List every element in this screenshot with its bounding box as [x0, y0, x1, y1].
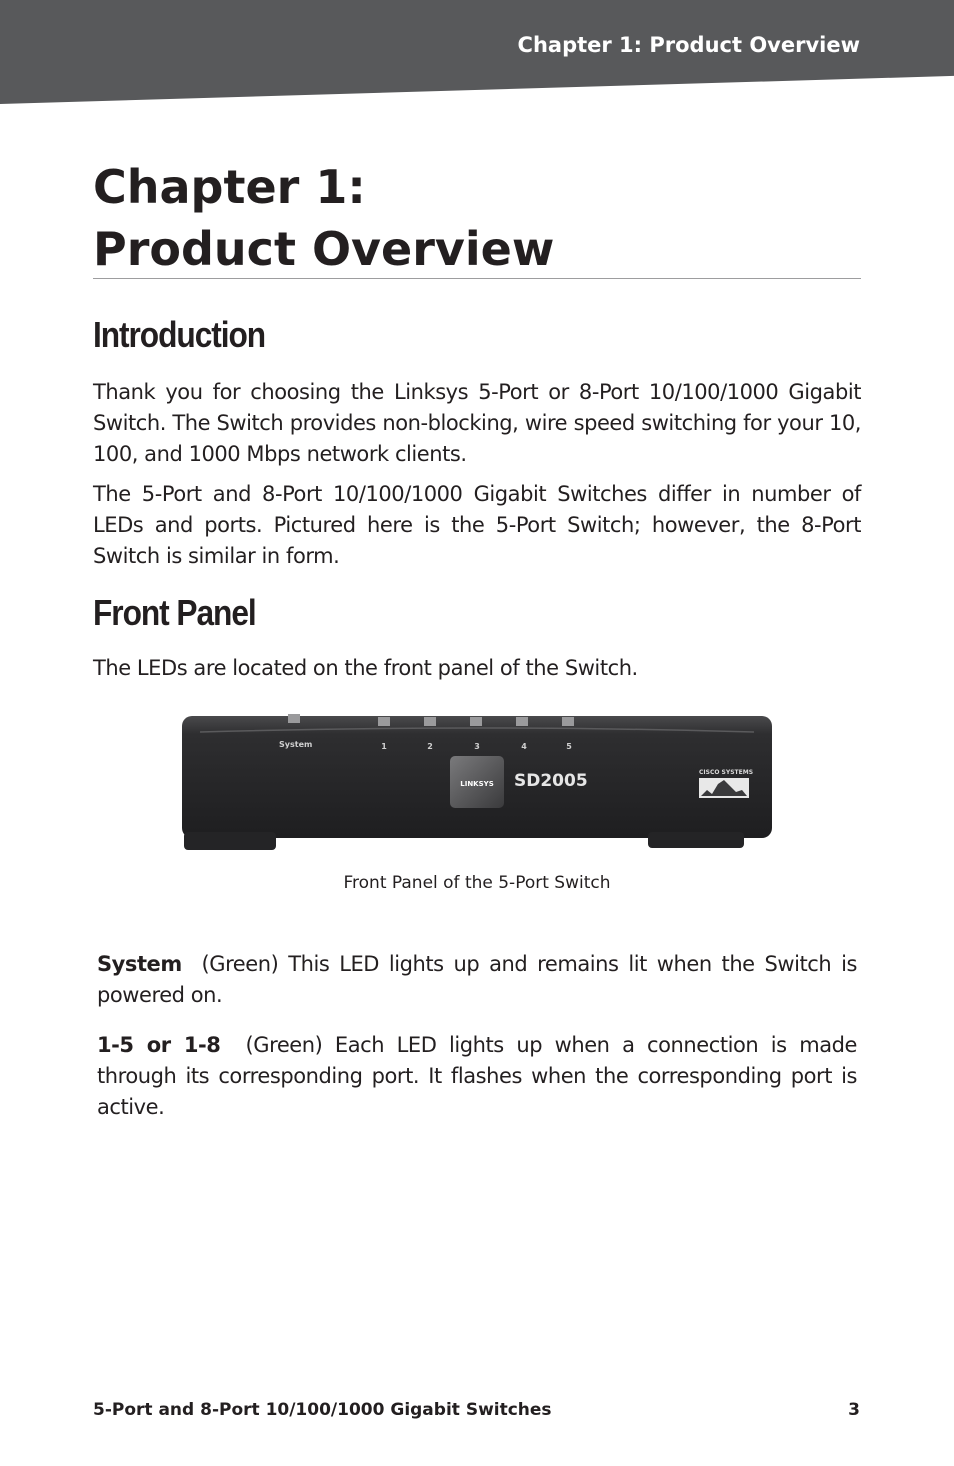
running-header: Chapter 1: Product Overview	[517, 33, 860, 57]
model-label: SD2005	[514, 771, 588, 791]
page-number: 3	[848, 1400, 860, 1420]
led-label-2: 2	[427, 742, 433, 751]
definition-term: 1-5 or 1-8	[97, 1033, 221, 1057]
definition-system	[97, 949, 857, 1011]
introduction-heading: Introduction	[93, 314, 266, 355]
chapter-title	[93, 156, 554, 280]
figure-caption: Front Panel of the 5-Port Switch	[343, 873, 611, 893]
footer-product-name: 5-Port and 8-Port 10/100/1000 Gigabit Switches	[93, 1400, 552, 1420]
chapter-rule	[93, 278, 861, 279]
led-label-1: 1	[381, 742, 387, 751]
switch-foot-right	[648, 832, 744, 848]
switch-foot-left	[184, 832, 276, 850]
linksys-logo-text: LINKSYS	[460, 780, 494, 788]
front-panel-intro: The LEDs are located on the front panel of the Switch.	[93, 656, 638, 680]
led-4	[516, 717, 528, 726]
led-label-3: 3	[474, 742, 480, 751]
definition-term: System	[97, 952, 182, 976]
led-label-4: 4	[521, 742, 527, 751]
led-label-5: 5	[566, 742, 572, 751]
definition-ports	[97, 1030, 857, 1123]
led-3	[470, 717, 482, 726]
led-1	[378, 717, 390, 726]
front-panel-heading: Front Panel	[93, 592, 256, 633]
led-label-system: System	[279, 740, 313, 749]
led-5	[562, 717, 574, 726]
chapter-title-line1: Chapter 1:	[93, 160, 366, 214]
intro-paragraph-2: The 5-Port and 8-Port 10/100/1000 Gigabit Switches differ in number of LEDs and ports. Pictured here is the 5-Port Switch; however, the 8-Port Switch is similar in form.	[93, 482, 861, 568]
led-system	[288, 714, 300, 723]
led-2	[424, 717, 436, 726]
definition-text: (Green) This LED lights up and remains lit when the Switch is powered on.	[97, 952, 857, 1007]
switch-front-panel-image	[180, 712, 774, 854]
intro-paragraph-1: Thank you for choosing the Linksys 5-Port or 8-Port 10/100/1000 Gigabit Switch. The Switch provides non-blocking, wire speed switching for your 10, 100, and 1000 Mbps network clients.	[93, 380, 861, 466]
chapter-title-line2: Product Overview	[93, 222, 555, 276]
cisco-label: CISCO SYSTEMS	[699, 769, 754, 776]
definition-text: (Green) Each LED lights up when a connection is made through its corresponding port. It flashes when the corresponding port is active.	[97, 1033, 857, 1119]
